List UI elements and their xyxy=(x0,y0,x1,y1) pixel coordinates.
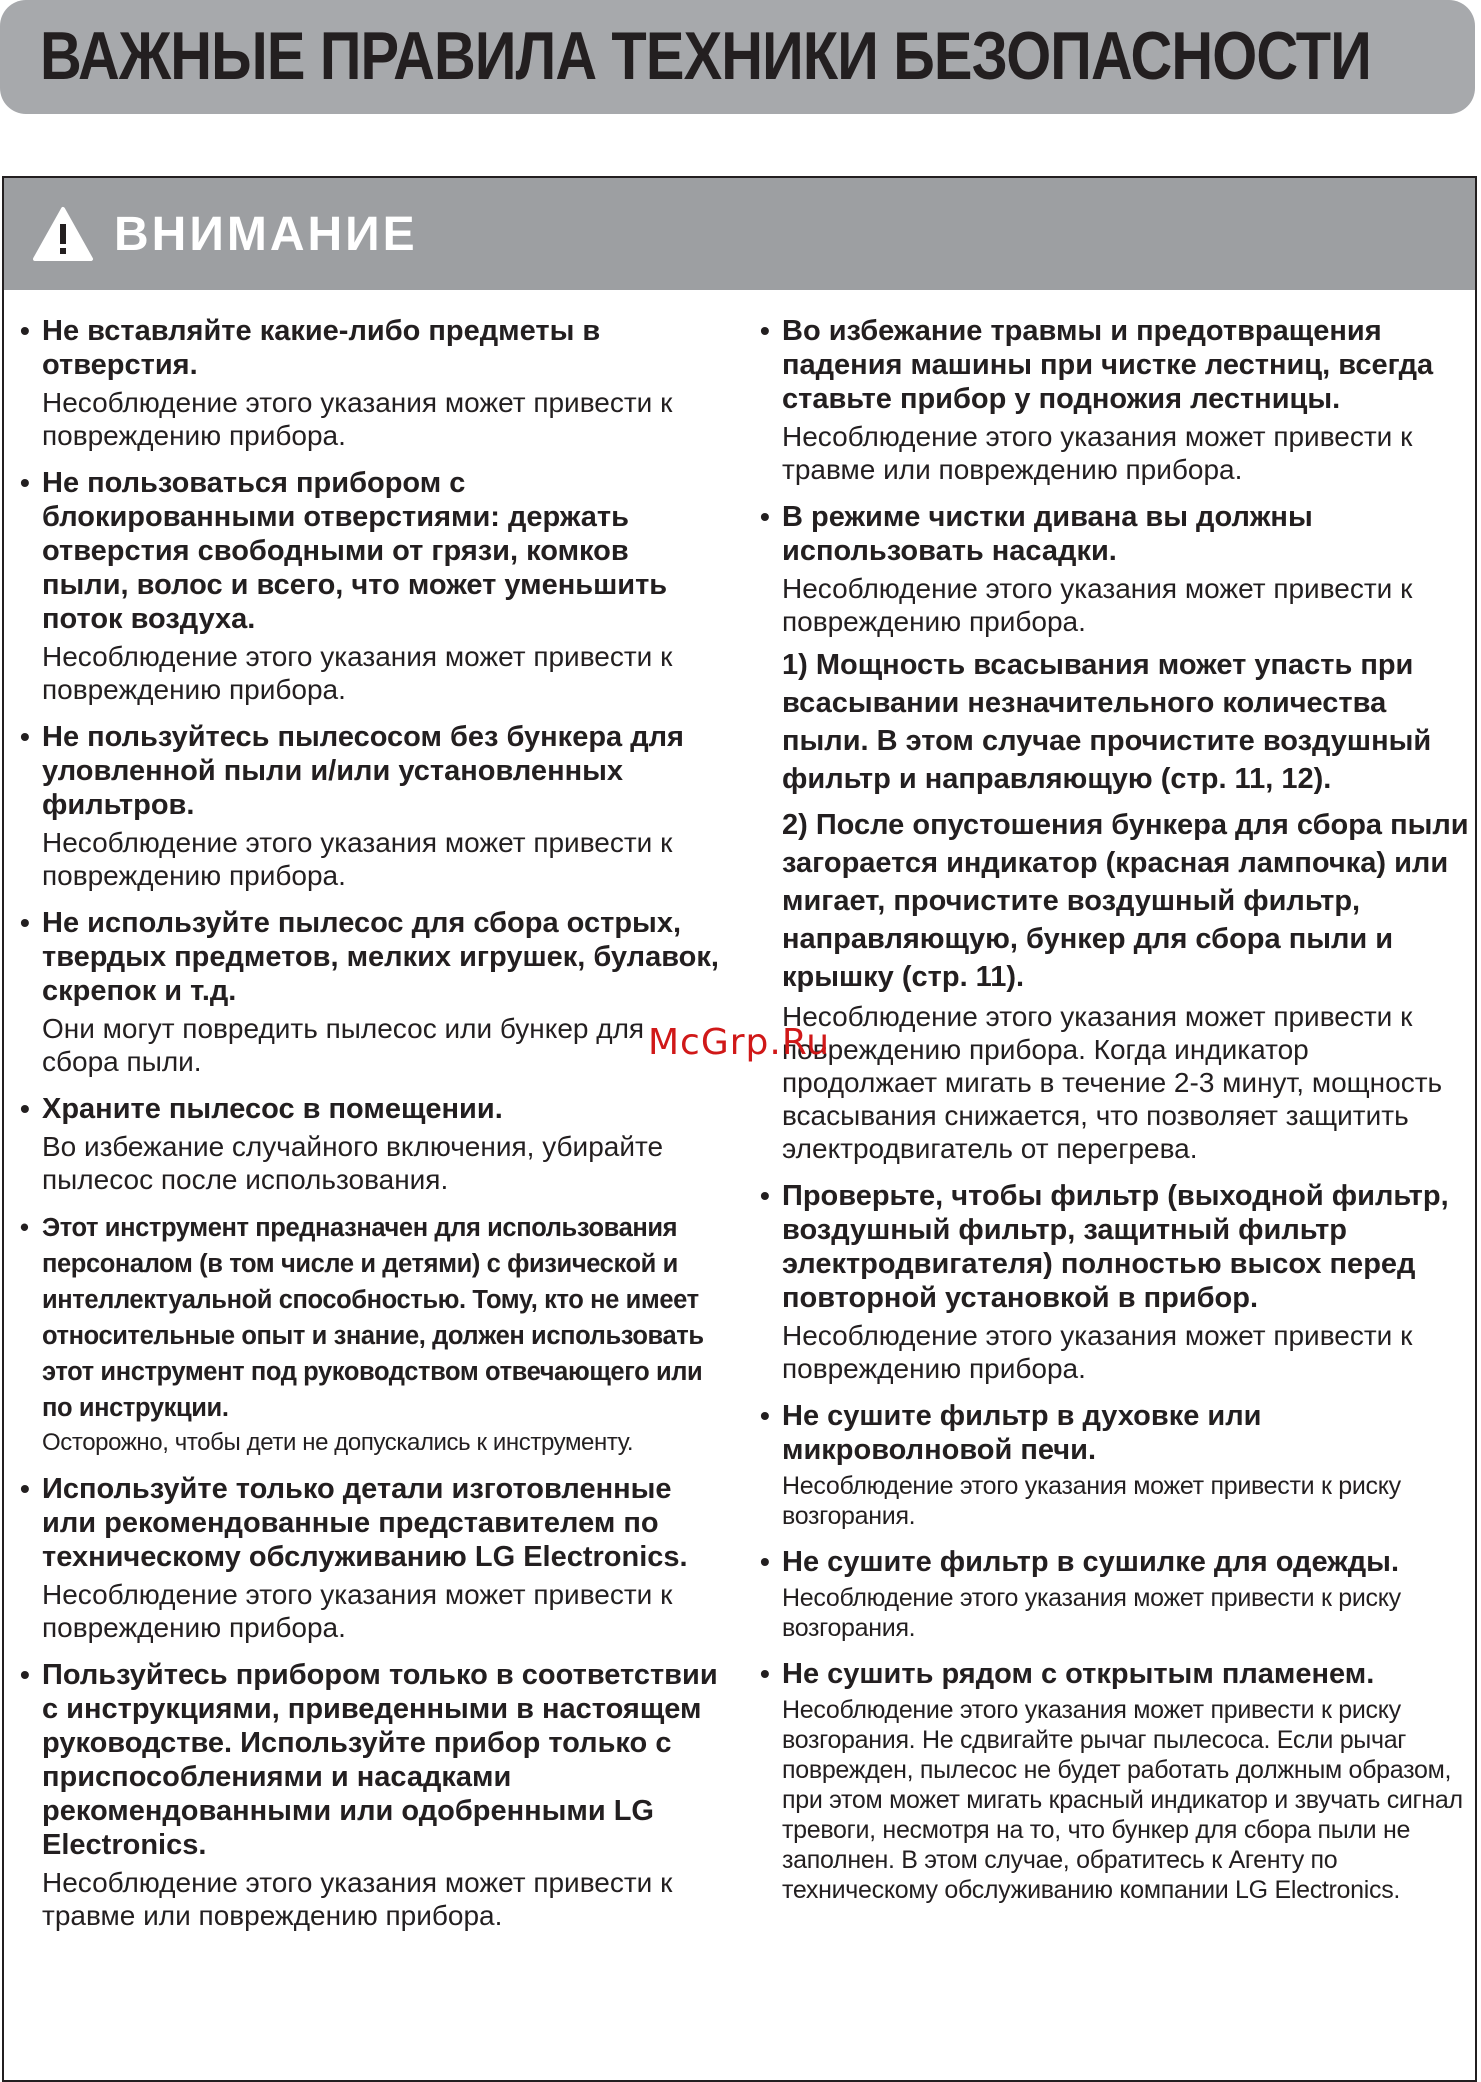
left-column xyxy=(20,314,720,1946)
item-text: Несоблюдение этого указания может привести к риску возгорания. xyxy=(782,1584,1401,1642)
page-title: ВАЖНЫЕ ПРАВИЛА ТЕХНИКИ БЕЗОПАСНОСТИ xyxy=(40,18,1371,94)
item-heading: Не используйте пылесос для сбора острых, твердых предметов, мелких игрушек, булавок, скрепок и т.д. xyxy=(42,907,719,1007)
item-text: Несоблюдение этого указания может привести к повреждению прибора. xyxy=(782,573,1413,637)
list-item xyxy=(760,1657,1470,1905)
item-heading: Этот инструмент предназначен для использования персоналом (в том числе и детями) с физической и интеллектуальной способностью. Тому, кто не имеет относительные опыт и знание, должен использовать этот инструмент под руководством отвечающего или по инструкции. xyxy=(42,1214,704,1422)
item-text: Несоблюдение этого указания может привести к травме или повреждению прибора. xyxy=(782,421,1413,485)
item-heading: Не пользуйтесь пылесосом без бункера для уловленной пыли и/или установленных фильтров. xyxy=(42,721,684,821)
bullet: • xyxy=(760,315,770,346)
list-item xyxy=(20,906,720,1078)
bullet: • xyxy=(20,315,30,346)
watermark: McGrp.Ru xyxy=(648,1022,831,1063)
bullet: • xyxy=(760,1546,770,1577)
list-item xyxy=(760,1179,1470,1385)
item-text: Несоблюдение этого указания может привести к травме или повреждению прибора. xyxy=(42,1867,673,1931)
item-text: Осторожно, чтобы дети не допускались к инструменту. xyxy=(42,1429,634,1456)
list-item xyxy=(20,720,720,892)
item-text: Несоблюдение этого указания может привести к повреждению прибора. xyxy=(42,827,673,891)
item-heading: Пользуйтесь прибором только в соответствии с инструкциями, приведенными в настоящем руководстве. Используйте прибор только с приспособлениями и насадками рекомендованными или одобренными LG Electronics. xyxy=(42,1659,718,1861)
list-item xyxy=(20,1658,720,1932)
item-subpoint: 2) После опустошения бункера для сбора пыли загорается индикатор (красная лампочка) или мигает, прочистите воздушный фильтр, направляющую, бункер для сбора пыли и крышку (стр. 11). xyxy=(782,809,1469,993)
item-text: Несоблюдение этого указания может привести к повреждению прибора. xyxy=(42,641,673,705)
item-subpoint: 1) Мощность всасывания может упасть при всасывании незначительного количества пыли. В этом случае прочистите воздушный фильтр и направляющую (стр. 11, 12). xyxy=(782,649,1432,795)
bullet: • xyxy=(760,1658,770,1689)
item-text: Несоблюдение этого указания может привести к повреждению прибора. Когда индикатор продолжает мигать в течение 2-3 минут, мощность всасывания снижается, что позволяет защитить электродвигатель от перегрева. xyxy=(782,1001,1443,1164)
page-header xyxy=(0,0,1475,114)
list-item xyxy=(20,466,720,706)
bullet: • xyxy=(20,721,30,752)
bullet: • xyxy=(20,1473,30,1504)
item-heading: Не сушить рядом с открытым пламенем. xyxy=(782,1658,1375,1690)
warning-frame xyxy=(2,176,1477,2082)
bullet: • xyxy=(760,1180,770,1211)
bullet: • xyxy=(20,467,30,498)
bullet: • xyxy=(20,1659,30,1690)
list-item xyxy=(760,314,1470,486)
bullet: • xyxy=(760,1400,770,1431)
warning-bar xyxy=(4,178,1475,290)
list-item xyxy=(20,1472,720,1644)
warning-triangle-icon xyxy=(32,206,94,262)
list-item xyxy=(20,314,720,452)
bullet: • xyxy=(760,501,770,532)
bullet: • xyxy=(20,907,30,938)
item-text: Во избежание случайного включения, убирайте пылесос после использования. xyxy=(42,1131,664,1195)
item-text: Несоблюдение этого указания может привести к повреждению прибора. xyxy=(42,387,673,451)
item-heading: Не сушите фильтр в духовке или микроволновой печи. xyxy=(782,1400,1262,1466)
list-item xyxy=(760,500,1470,1165)
item-heading: Во избежание травмы и предотвращения падения машины при чистке лестниц, всегда ставьте прибор у подножия лестницы. xyxy=(782,315,1434,415)
item-heading: В режиме чистки дивана вы должны использовать насадки. xyxy=(782,501,1313,567)
list-item xyxy=(20,1092,720,1196)
item-heading: Не пользоваться прибором с блокированными отверстиями: держать отверстия свободными от грязи, комков пыли, волос и всего, что может уменьшить поток воздуха. xyxy=(42,467,668,635)
item-text: Они могут повредить пылесос или бункер для сбора пыли. xyxy=(42,1013,645,1077)
bullet: • xyxy=(20,1093,30,1124)
list-item xyxy=(760,1545,1470,1643)
bullet: • xyxy=(20,1214,29,1242)
item-heading: Используйте только детали изготовленные или рекомендованные представителем по техническому обслуживанию LG Electronics. xyxy=(42,1473,688,1573)
item-heading: Не сушите фильтр в сушилке для одежды. xyxy=(782,1546,1400,1578)
right-column xyxy=(760,314,1470,1919)
item-heading: Храните пылесос в помещении. xyxy=(42,1093,503,1125)
list-item xyxy=(760,1399,1470,1531)
item-heading: Не вставляйте какие-либо предметы в отверстия. xyxy=(42,315,601,381)
item-text: Несоблюдение этого указания может привести к риску возгорания. xyxy=(782,1472,1401,1530)
item-text: Несоблюдение этого указания может привести к повреждению прибора. xyxy=(782,1320,1413,1384)
item-heading: Проверьте, чтобы фильтр (выходной фильтр, воздушный фильтр, защитный фильтр электродвигателя) полностью высох перед повторной установкой в прибор. xyxy=(782,1180,1449,1314)
item-text: Несоблюдение этого указания может привести к повреждению прибора. xyxy=(42,1579,673,1643)
list-item xyxy=(20,1210,720,1458)
warning-title: ВНИМАНИЕ xyxy=(114,207,418,261)
item-text: Несоблюдение этого указания может привести к риску возгорания. Не сдвигайте рычаг пылесоса. Если рычаг поврежден, пылесос не будет работать должным образом, при этом может мигать красный индикатор и звучать сигнал тревоги, несмотря на то, что бункер для сбора пыли не заполнен. В этом случае, обратитесь к Агенту по техническому обслуживанию компании LG Electronics. xyxy=(782,1696,1463,1904)
